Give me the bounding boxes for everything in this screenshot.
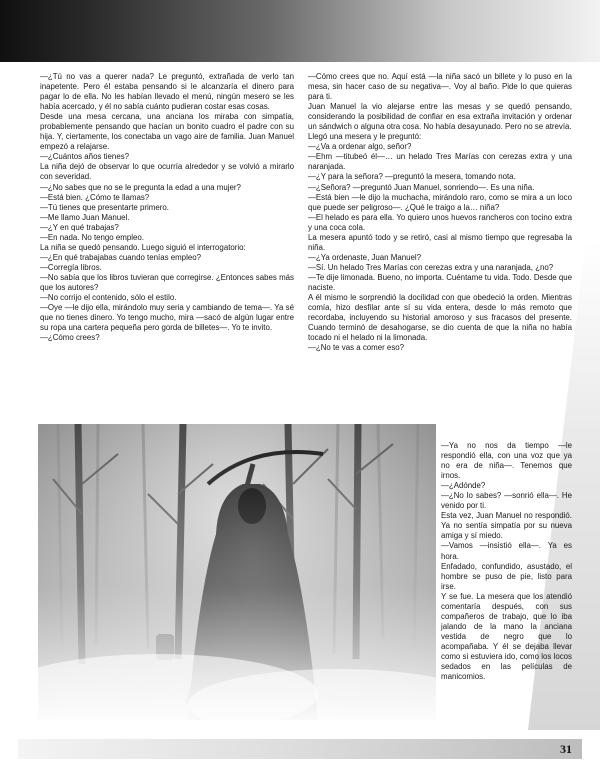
paragraph: —¿Ya ordenaste, Juan Manuel?	[308, 252, 422, 262]
paragraph: —Vamos —insistió ella—. Ya es hora.	[441, 541, 572, 561]
paragraph: —Tú tienes que presentarte primero.	[40, 202, 169, 212]
paragraph: —¿Adónde?	[441, 481, 486, 491]
paragraph: Desde una mesa cercana, una anciana los miraba con simpatía, probablemente pensando que hacían un bonito cuadro el padre con su hija. Y, ciertamente, los conectaba un vago aire de familia. Juan Manuel empezó a relajarse.	[40, 112, 294, 152]
paragraph: La niña se quedó pensando. Luego siguió el interrogatorio:	[40, 242, 246, 252]
paragraph: Llegó una mesera y le preguntó:	[308, 132, 422, 142]
lower-right-text-column	[441, 441, 572, 682]
footer-gradient-band	[18, 739, 582, 759]
paragraph: —¿Señora? —preguntó Juan Manuel, sonriendo—. Es una niña.	[308, 182, 535, 192]
paragraph: —Está bien —le dijo la muchacha, mirándolo raro, como se mira a un loco que puede ser peligroso—. ¿Qué le traigo a la… niña?	[308, 192, 572, 212]
paragraph: —Ehm —titubeó él—… un helado Tres Marías con cerezas extra y una naranjada.	[308, 152, 572, 172]
paragraph: —Sí. Un helado Tres Marías con cerezas extra y una naranjada, ¿no?	[308, 262, 554, 272]
paragraph: A él mismo le sorprendió la docilidad con que obedeció la orden. Mientras comía, hizo desfilar ante sí su vida entera, desde lo más remoto que recordaba, incluyendo su historial amoroso y sus fracasos del presente. Cuando terminó de desahogarse, se dio cuenta de que la niña no había tocado ni el helado ni la limonada.	[308, 293, 572, 343]
right-text-column	[308, 72, 572, 353]
paragraph: —¿Tú no vas a querer nada? Le preguntó, extrañada de verlo tan inapetente. Pero él estaba pensando si le alcanzaría el dinero para pagar lo de ella. No les habían llevado el menú, ningún mesero se les había acercado, y él no sabía cuánto pudieran costar esas cosas.	[40, 72, 294, 112]
page-number: 31	[560, 742, 572, 756]
grim-reaper-forest-photo	[38, 424, 436, 720]
paragraph: —¿No lo sabes? —sonrió ella—. He venido por ti.	[441, 491, 572, 511]
paragraph: —¿Va a ordenar algo, señor?	[308, 142, 412, 152]
paragraph: —¿Y en qué trabajas?	[40, 222, 119, 232]
paragraph: Esta vez, Juan Manuel no respondió. Ya no sentía simpatía por su nueva amiga y sí miedo.	[441, 511, 572, 541]
paragraph: —¿Cómo crees?	[40, 333, 100, 343]
paragraph: Juan Manuel la vio alejarse entre las mesas y se quedó pensando, considerando la posibilidad de confiar en esa extraña invitación y ordenar un sándwich o alguna otra cosa. No había desayunado. Pero no se atrevía.	[308, 102, 572, 132]
paragraph: Y se fue. La mesera que los atendió comentaría después, con sus compañeros de trabajo, que lo iba jalando de la mano la anciana vestida de negro que lo acompañaba. Y él se dejaba llevar como si estuviera ido, como los locos sedados en las películas de manicomios.	[441, 591, 572, 682]
header-gradient-band	[0, 0, 600, 62]
paragraph: —No corrijo el contenido, sólo el estilo.	[40, 293, 177, 303]
paragraph: La niña dejó de observar lo que ocurría alrededor y se volvió a mirarlo con severidad.	[40, 162, 294, 182]
paragraph: —En nada. No tengo empleo.	[40, 232, 144, 242]
paragraph: —¿En qué trabajabas cuando tenías empleo?	[40, 252, 201, 262]
paragraph: —¿No te vas a comer eso?	[308, 343, 405, 353]
paragraph: La mesera apuntó todo y se retiró, casi al mismo tiempo que regresaba la niña.	[308, 232, 572, 252]
paragraph: —Corregía libros.	[40, 262, 102, 272]
paragraph: Enfadado, confundido, asustado, el hombre se puso de pie, listo para irse.	[441, 561, 572, 591]
paragraph: —¿Cuántos años tienes?	[40, 152, 130, 162]
paragraph: —Oye —le dijo ella, mirándolo muy seria y cambiando de tema—. Ya sé que no tienes dinero. Yo tengo mucho, mira —sacó de algún lugar entre su ropa una cartera pequeña pero gorda de billetes—. Yo te invito.	[40, 303, 294, 333]
paragraph: —¿Y para la señora? —preguntó la mesera, tomando nota.	[308, 172, 516, 182]
paragraph: —Ya no nos da tiempo —le respondió ella, con una voz que ya no era de niña—. Tenemos que irnos.	[441, 441, 572, 481]
paragraph: —El helado es para ella. Yo quiero unos huevos rancheros con tocino extra y una coca cola.	[308, 212, 572, 232]
paragraph: —¿No sabes que no se le pregunta la edad a una mujer?	[40, 182, 241, 192]
left-text-column	[40, 72, 294, 343]
paragraph: —Te dije limonada. Bueno, no importa. Cuéntame tu vida. Todo. Desde que naciste.	[308, 272, 572, 292]
paragraph: —Me llamo Juan Manuel.	[40, 212, 130, 222]
paragraph: —Está bien. ¿Cómo te llamas?	[40, 192, 150, 202]
paragraph: —No sabía que los libros tuvieran que corregirse. ¿Entonces sabes más que los autores?	[40, 272, 294, 292]
paragraph: —Cómo crees que no. Aquí está —la niña sacó un billete y lo puso en la mesa, sin hacer caso de su negativa—. Voy al baño. Pide lo que quieras para ti.	[308, 72, 572, 102]
